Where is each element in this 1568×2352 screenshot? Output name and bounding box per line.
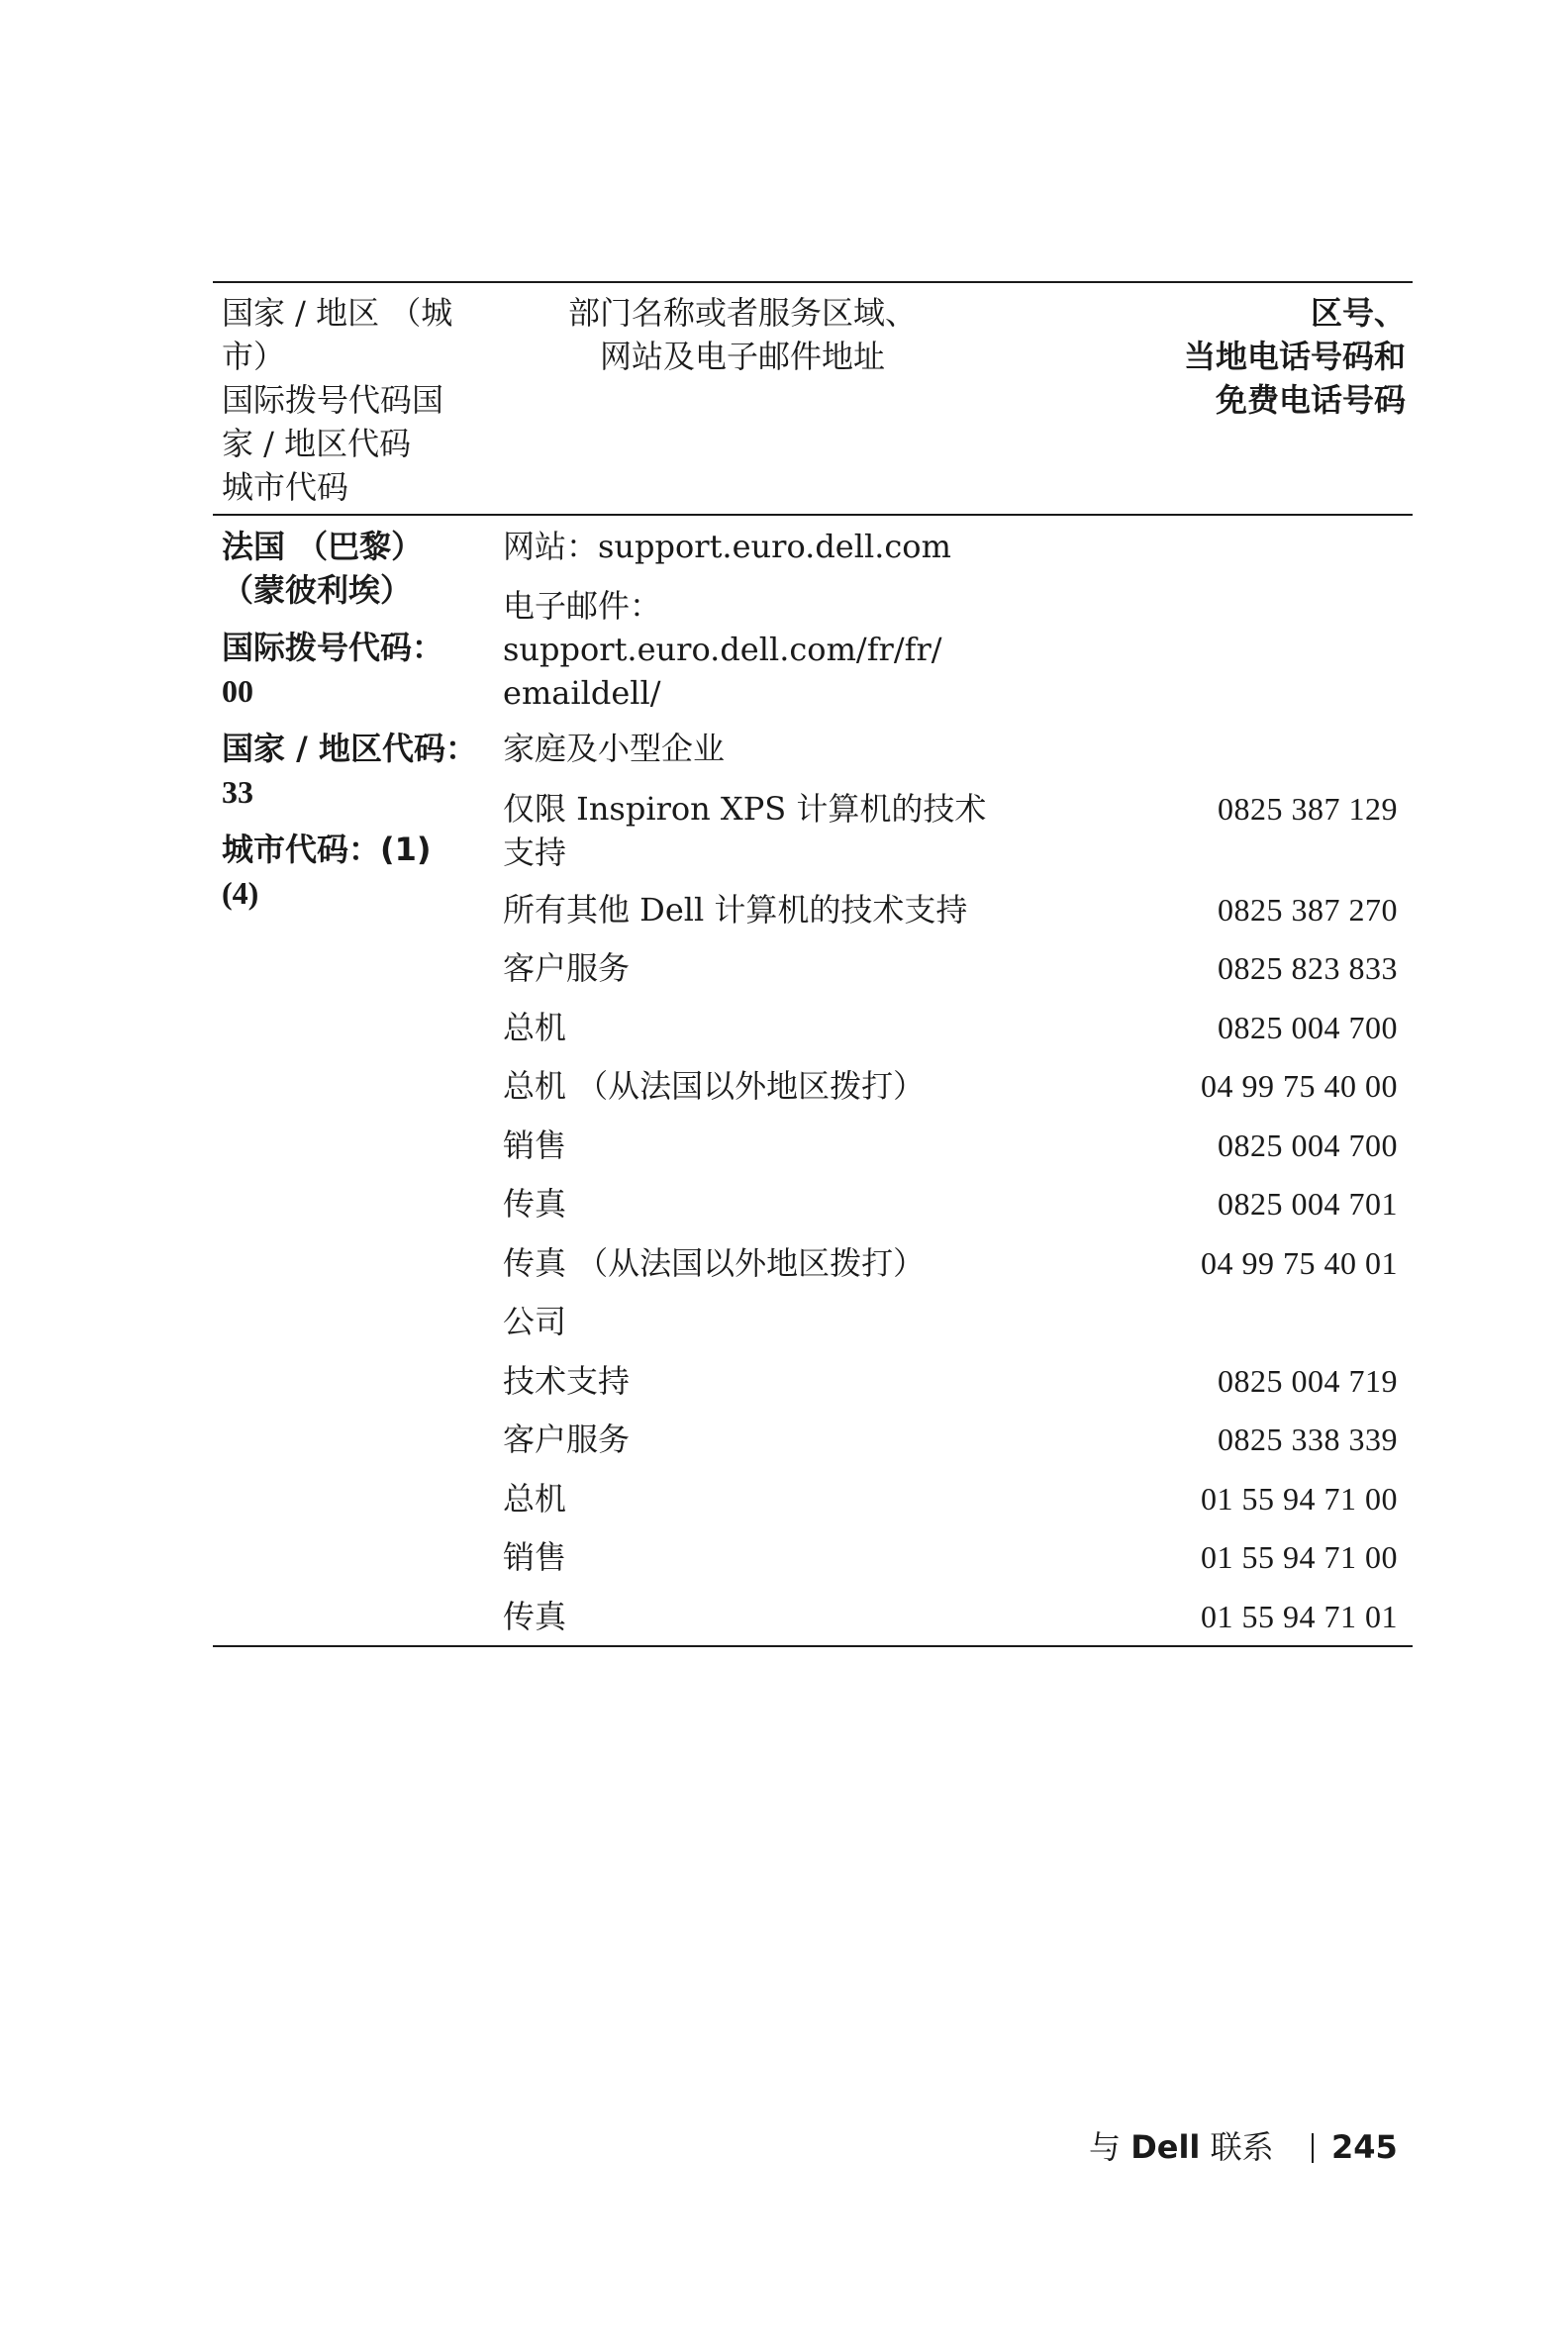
- email-entry: [503, 584, 1057, 715]
- list-item: [503, 787, 1057, 874]
- section-corporate: 公司: [503, 1303, 567, 1340]
- footer-prefix: 与: [1089, 2128, 1122, 2166]
- row-number: 01 55 94 71 00: [1201, 1481, 1398, 1517]
- intl-code-label: 国际拨号代码：: [222, 629, 444, 666]
- row-number: 01 55 94 71 00: [1201, 1539, 1398, 1575]
- country-code-value: 33: [222, 774, 253, 810]
- page-number: 245: [1331, 2128, 1398, 2166]
- row-number: 04 99 75 40 00: [1201, 1068, 1398, 1104]
- header-phone-column: [1089, 291, 1406, 422]
- row-name-continued: 支持: [503, 833, 567, 871]
- list-item: 总机: [503, 1480, 567, 1518]
- website-entry: 网站：support.euro.dell.com: [503, 528, 951, 565]
- header-col1-line4: 家 / 地区代码: [222, 425, 412, 462]
- row-number: 0825 338 339: [1218, 1421, 1398, 1457]
- header-department-column: [495, 291, 990, 378]
- email-address-line1: support.euro.dell.com/fr/fr/: [503, 631, 942, 668]
- header-country-column: [222, 291, 479, 509]
- list-item: 所有其他 Dell 计算机的技术支持: [503, 891, 968, 929]
- section-home-small-business: 家庭及小型企业: [503, 730, 726, 767]
- list-item: 传真: [503, 1185, 567, 1223]
- city-code-label: 城市代码：(1): [222, 831, 432, 868]
- footer-suffix: 联系: [1210, 2128, 1274, 2166]
- list-item: 客户服务: [503, 1421, 631, 1458]
- header-col1-line1: 国家 / 地区 （城: [222, 294, 453, 332]
- header-col1-line5: 城市代码: [222, 468, 349, 506]
- footer-divider: [1312, 2133, 1314, 2163]
- header-col2-line1: 部门名称或者服务区域、: [567, 294, 917, 332]
- list-item: 总机: [503, 1009, 567, 1046]
- row-number: 01 55 94 71 01: [1201, 1599, 1398, 1634]
- country-info-column: [222, 525, 489, 929]
- list-item: 传真 （从法国以外地区拨打）: [503, 1244, 926, 1282]
- city-code-value: (4): [222, 875, 259, 911]
- header-divider-rule: [213, 514, 1413, 516]
- country-code-label: 国家 / 地区代码：: [222, 730, 477, 767]
- header-col2-line2: 网站及电子邮件地址: [599, 338, 885, 375]
- header-col1-line3: 国际拨号代码国: [222, 381, 444, 419]
- header-col3-line1: 区号、: [1310, 294, 1406, 332]
- header-col1-line2: 市）: [222, 338, 286, 375]
- row-number: 0825 387 270: [1218, 892, 1398, 928]
- list-item: 技术支持: [503, 1362, 631, 1400]
- table-top-rule: [213, 281, 1413, 283]
- header-col3-line2: 当地电话号码和: [1183, 338, 1406, 375]
- list-item: 总机 （从法国以外地区拨打）: [503, 1067, 926, 1105]
- country-name: 法国 （巴黎）: [222, 528, 424, 565]
- list-item: 销售: [503, 1127, 567, 1164]
- row-number: 0825 004 719: [1218, 1363, 1398, 1399]
- row-number: 0825 004 701: [1218, 1186, 1398, 1222]
- email-address-line2: emaildell/: [503, 674, 661, 712]
- row-number: 0825 823 833: [1218, 950, 1398, 986]
- list-item: 传真: [503, 1598, 567, 1635]
- footer-running-title: [1089, 2125, 1287, 2169]
- footer-brand: Dell: [1130, 2128, 1201, 2166]
- country-city: （蒙彼利埃）: [222, 571, 413, 609]
- list-item: 客户服务: [503, 949, 631, 987]
- row-number: 0825 387 129: [1218, 791, 1398, 827]
- email-label: 电子邮件：: [503, 587, 662, 625]
- header-col3-line3: 免费电话号码: [1215, 381, 1406, 419]
- row-name: 仅限 Inspiron XPS 计算机的技术: [503, 790, 987, 828]
- table-bottom-rule: [213, 1645, 1413, 1647]
- list-item: 销售: [503, 1538, 567, 1576]
- row-number: 0825 004 700: [1218, 1010, 1398, 1045]
- row-number: 0825 004 700: [1218, 1127, 1398, 1163]
- row-number: 04 99 75 40 01: [1201, 1245, 1398, 1281]
- intl-code-value: 00: [222, 673, 253, 709]
